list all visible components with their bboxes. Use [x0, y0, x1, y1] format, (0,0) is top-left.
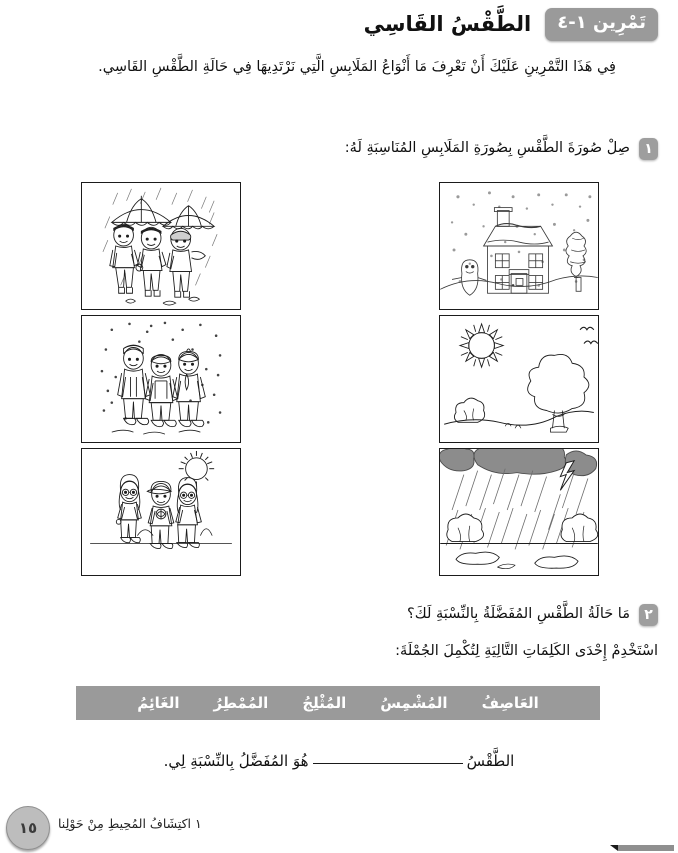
footer-accent-bar: [618, 845, 674, 851]
footer-accent-tip: [610, 845, 618, 851]
sentence-after-blank: هُوَ المُفَضَّلُ بِالنِّسْبَةِ لِي.: [163, 752, 309, 770]
answer-blank-line[interactable]: [313, 752, 463, 764]
question-1-row: [345, 137, 658, 160]
question-1-text: صِلْ صُورَةَ الطَّقْسِ بِصُورَةِ المَلَابِسِ المُنَاسِبَةِ لَهُ:: [344, 140, 630, 156]
intro-paragraph: فِي هَذَا التَّمْرِينِ عَلَيْكَ أَنْ تَعْرِفَ مَا أَنْوَاعُ المَلَابِسِ الَّتِي نَرْتَدِيهَا فِي حَالَةِ الطَّقْسِ القَاسِي.: [98, 59, 616, 75]
matching-picture-grid: [0, 182, 678, 576]
panel-sunny-landscape-with-tree[interactable]: [439, 315, 599, 443]
question-2-instruction: اسْتَخْدِمْ إِحْدَى الكَلِمَاتِ التَّالِيَةِ لِتُكْمِلَ الجُمْلَةَ:: [395, 643, 658, 659]
fill-in-the-blank-sentence: [20, 748, 658, 775]
footer-chapter-text: ١ اكتِشَافُ المُحِيطِ مِنْ حَوْلِنا: [58, 816, 202, 831]
question-2-text: مَا حَالَةُ الطَّقْسِ المُفَضَّلَةُ بِالنِّسْبَةِ لَكَ؟: [407, 606, 630, 622]
panel-stormy-rain-landscape[interactable]: [439, 448, 599, 576]
word-bank-item[interactable]: المُثْلِجُ: [302, 694, 347, 712]
question-2-row: [407, 603, 658, 626]
word-bank-item[interactable]: الغَائِمُ: [137, 694, 180, 712]
word-bank-item[interactable]: المُشْمِسُ: [380, 694, 448, 712]
word-bank-item[interactable]: العَاصِفُ: [481, 694, 539, 712]
clothing-pictures-column: [79, 182, 241, 576]
question-2-number-badge: ٢: [639, 604, 658, 626]
word-bank: [76, 686, 600, 720]
exercise-number-badge: تَمْرِين ١-٤: [545, 8, 658, 41]
word-bank-item[interactable]: المُمْطِرُ: [213, 694, 269, 712]
panel-children-with-umbrellas-in-rain[interactable]: [81, 182, 241, 310]
page-header: [20, 8, 658, 41]
page-number-badge: ١٥: [6, 806, 50, 850]
question-1-number-badge: ١: [639, 138, 658, 160]
panel-children-in-summer-clothes-sun[interactable]: [81, 448, 241, 576]
panel-children-in-winter-clothes-snow[interactable]: [81, 315, 241, 443]
sentence-before-blank: الطَّقْسُ: [466, 752, 515, 770]
page-title: الطَّقْسُ القَاسِي: [363, 11, 532, 36]
weather-pictures-column: [437, 182, 599, 576]
panel-snowy-house-with-snowman[interactable]: [439, 182, 599, 310]
